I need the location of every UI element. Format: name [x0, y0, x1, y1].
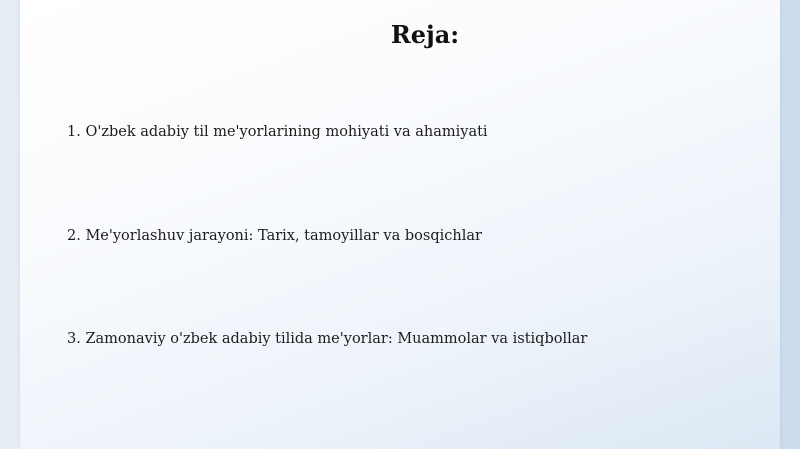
plan-item-2: 2. Me'yorlashuv jarayoni: Tarix, tamoyillar va bosqichlar [67, 228, 482, 244]
plan-item-3: 3. Zamonaviy o'zbek adabiy tilida me'yorlar: Muammolar va istiqbollar [67, 331, 588, 347]
plan-item-1: 1. O'zbek adabiy til me'yorlarining mohiyati va ahamiyati [67, 124, 488, 140]
slide [20, 0, 780, 449]
slide-title: Reja: [390, 20, 460, 49]
